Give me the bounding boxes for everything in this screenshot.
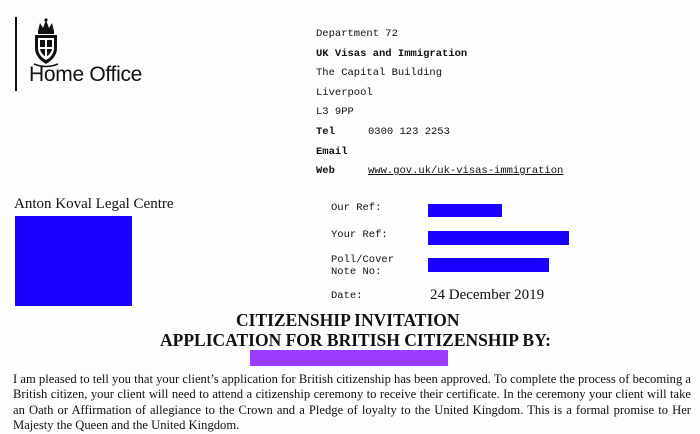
home-office-logo	[15, 13, 175, 88]
logo-divider	[15, 17, 17, 91]
dept-line: UK Visas and Immigration	[316, 47, 468, 60]
your-ref-label: Your Ref:	[331, 229, 388, 241]
title-citizenship-invitation: CITIZENSHIP INVITATION	[236, 310, 460, 330]
email-label: Email	[316, 145, 348, 158]
letter-date: 24 December 2019	[430, 287, 545, 303]
our-ref-redaction	[428, 204, 502, 217]
dept-line: L3 9PP	[316, 106, 354, 119]
dept-line: Department 72	[316, 28, 398, 40]
tel-value: 0300 123 2253	[368, 125, 450, 138]
title-application: APPLICATION FOR BRITISH CITIZENSHIP BY:	[160, 330, 551, 350]
applicant-name-redaction	[250, 350, 448, 366]
your-ref-redaction	[428, 231, 569, 245]
tel-label: Tel	[316, 125, 335, 138]
body-paragraph: I am pleased to tell you that your client’s application for British citizenship has been approved. To complete the process of becoming a British citizen, your client will need to attend a citizenship ceremony to receive their certificate. In the ceremony your client will take an Oath or Affirmation of allegiance to the Crown and a Pledge of loyalty to the United Kingdom. This is a formal promise to Her Majesty the Queen and the United Kingdom.	[13, 372, 691, 432]
poll-label: Poll/Cover	[331, 254, 395, 266]
cover-note-label: Note No:	[331, 266, 382, 278]
email-row	[316, 143, 563, 163]
web-link[interactable]: www.gov.uk/uk-visas-immigration	[368, 165, 564, 178]
web-label: Web	[316, 165, 335, 178]
dept-line: Liverpool	[316, 86, 373, 99]
poll-note-redaction	[428, 258, 549, 272]
dept-line: The Capital Building	[316, 67, 443, 80]
department-address	[316, 25, 563, 182]
brand-name: Home Office	[29, 63, 143, 86]
date-label: Date:	[331, 290, 363, 302]
recipient-address-redaction	[15, 216, 132, 306]
web-row	[316, 162, 563, 182]
our-ref-label: Our Ref:	[331, 202, 382, 214]
royal-crest-icon	[29, 17, 63, 69]
tel-row	[316, 123, 563, 143]
recipient-name: Anton Koval Legal Centre	[14, 196, 174, 212]
